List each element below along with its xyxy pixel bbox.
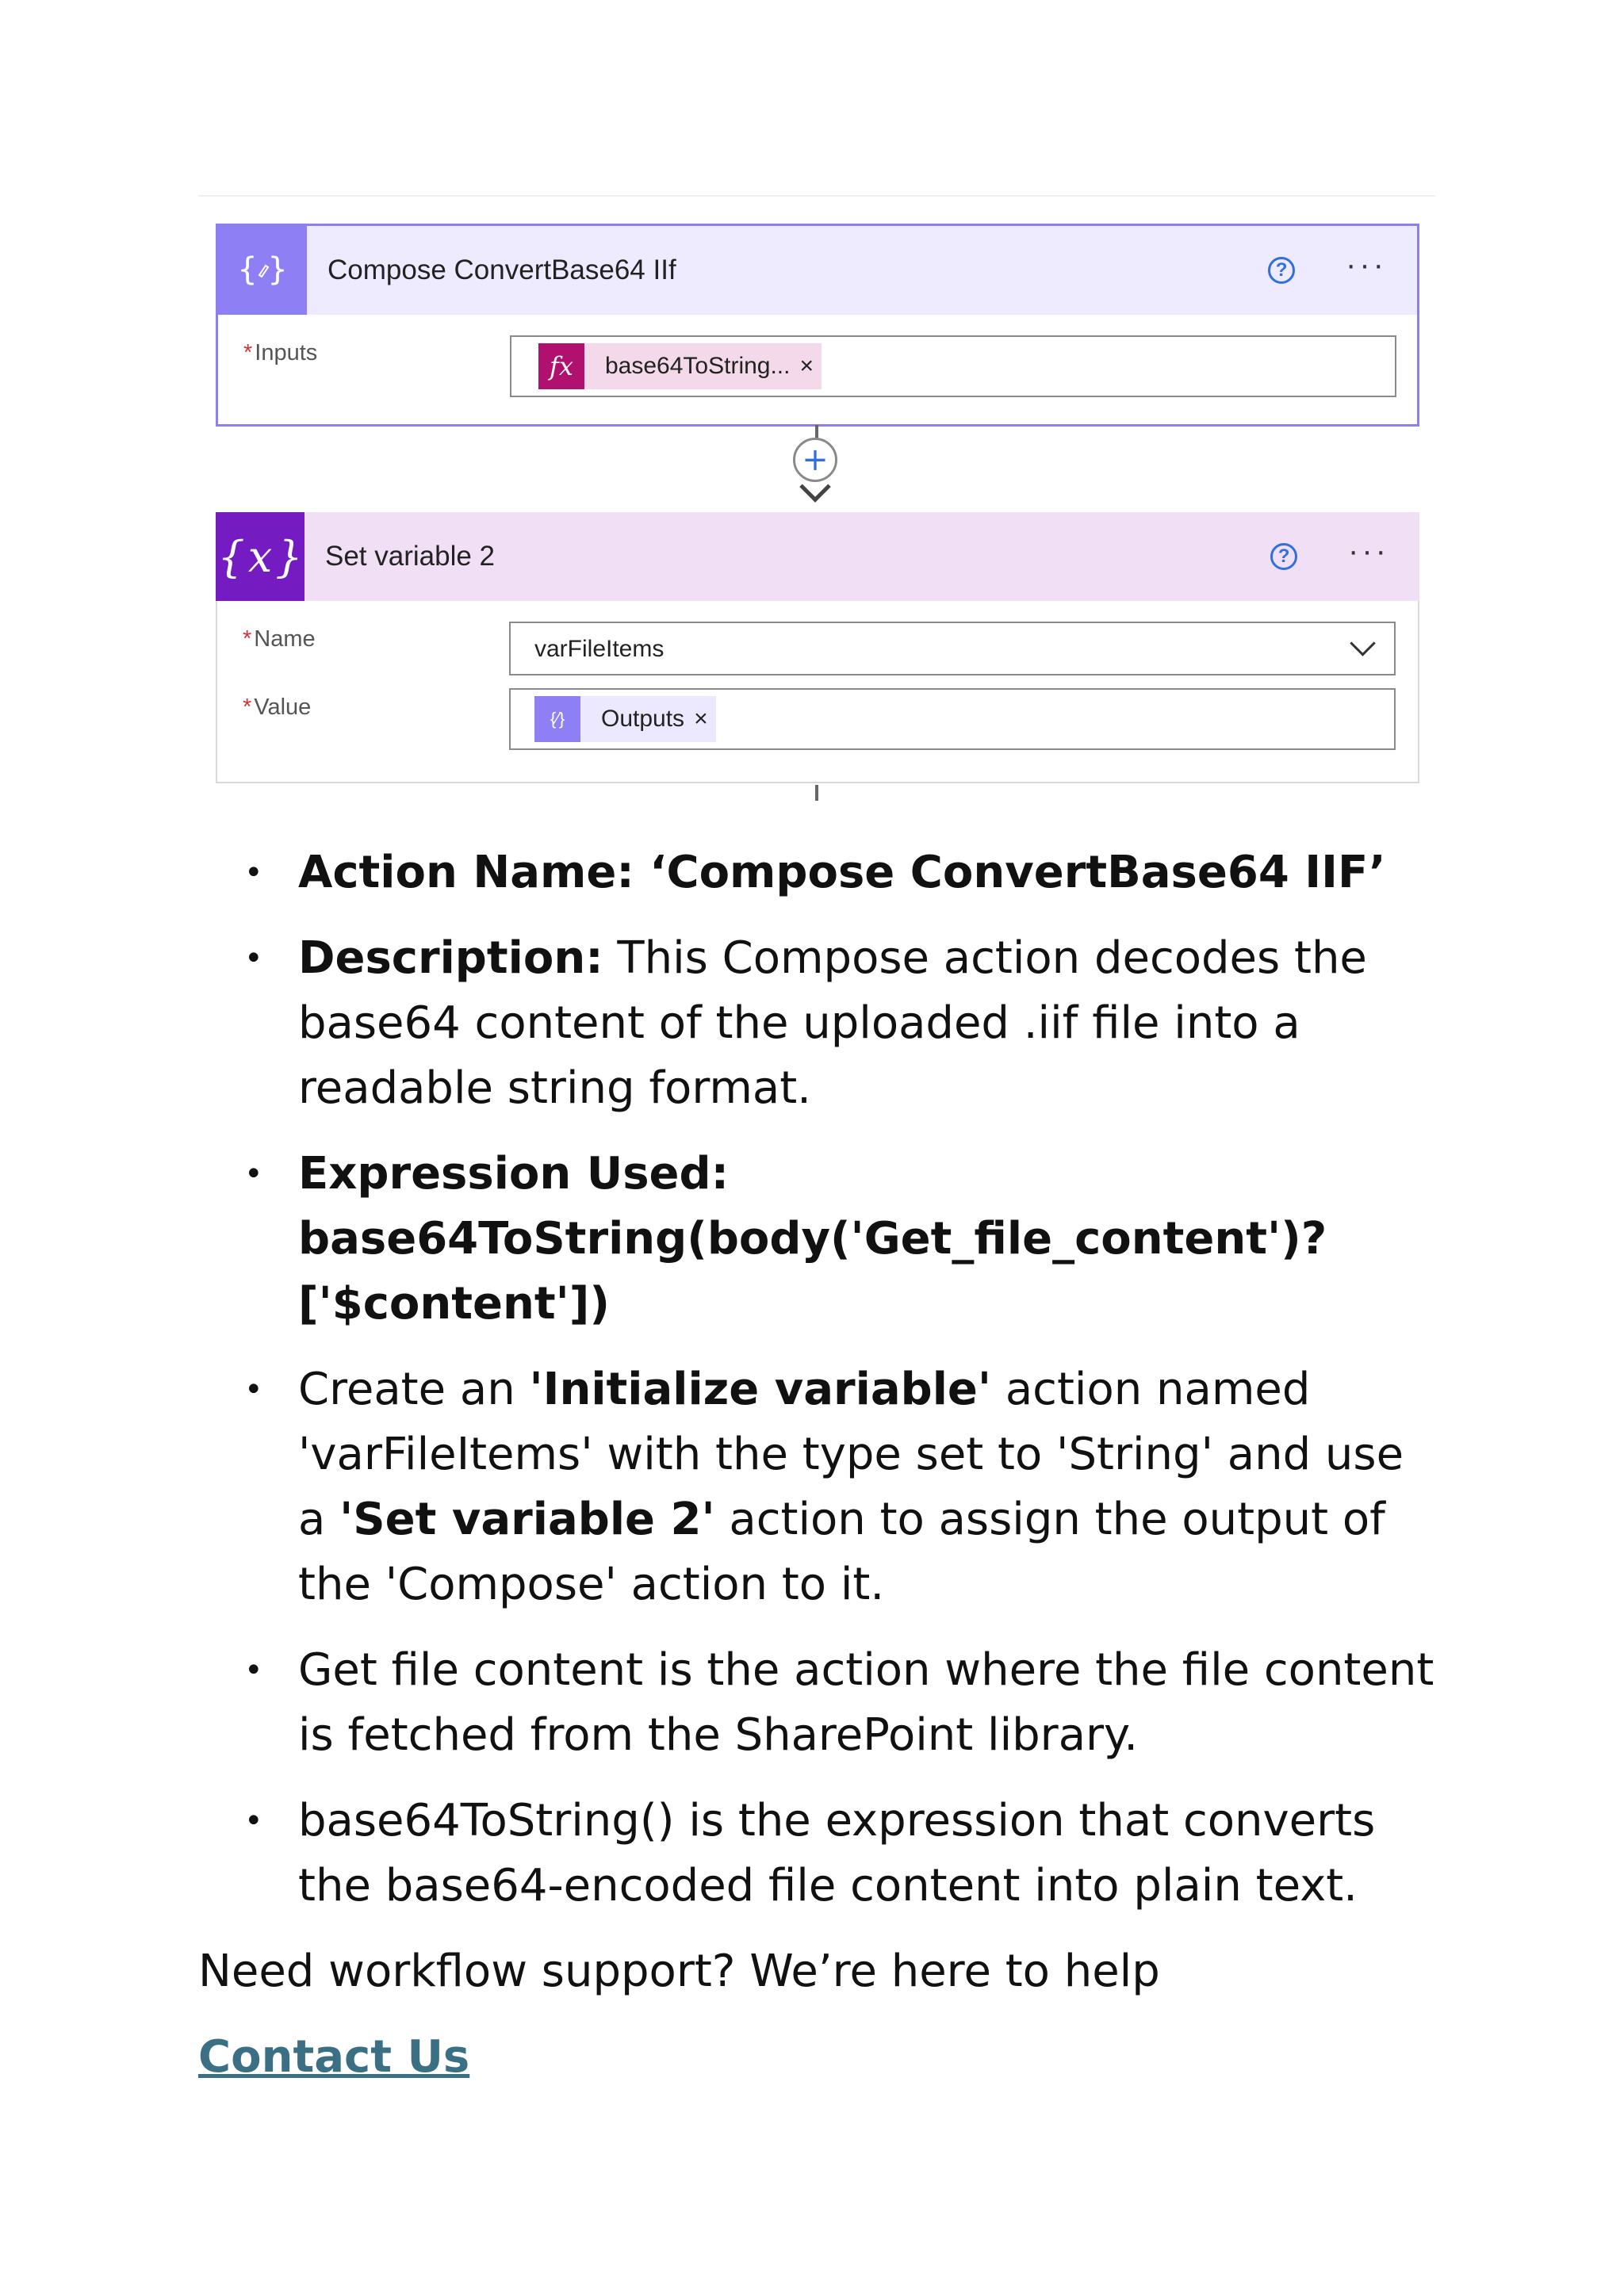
list-bold-text: 'Initialize variable'	[529, 1364, 992, 1415]
more-options-icon[interactable]: ···	[1348, 534, 1389, 568]
bullet-list	[198, 840, 1435, 1919]
list-text: action to assign the output of the 'Compose' action to it.	[298, 1494, 1385, 1610]
set-variable-card-title: Set variable 2	[325, 541, 496, 572]
expression-token-text: base64ToString...	[605, 353, 791, 379]
flow-screenshot	[198, 195, 1435, 807]
curly-braces-pencil-icon: {⁄}	[534, 696, 580, 742]
chevron-down-icon[interactable]	[1350, 630, 1376, 656]
expression-token[interactable]	[538, 343, 822, 389]
action-name-heading: Action Name: ‘Compose ConvertBase64 IIF’	[298, 847, 1386, 898]
variable-name-dropdown[interactable]	[509, 622, 1396, 675]
required-marker: *	[243, 695, 252, 720]
expression-label: Expression Used:	[298, 1148, 730, 1200]
set-variable-card[interactable]	[216, 512, 1419, 783]
expression-code: base64ToString(body('Get_file_content')?['$content'])	[298, 1213, 1327, 1330]
list-item	[198, 1638, 1435, 1768]
name-label	[243, 626, 316, 652]
add-step-button[interactable]: +	[793, 438, 837, 482]
inputs-field[interactable]	[510, 335, 1396, 397]
variable-x-icon: { x }	[216, 512, 304, 601]
description-label: Description:	[298, 932, 603, 984]
value-label	[243, 695, 311, 721]
list-item	[198, 1142, 1435, 1337]
fx-icon: fx	[538, 343, 584, 389]
required-marker: *	[243, 340, 253, 365]
list-text: base64ToString() is the expression that converts the base64-encoded file content into plain text.	[298, 1795, 1376, 1911]
list-text: Create an	[298, 1364, 530, 1415]
contact-us-link[interactable]: Contact Us	[198, 2031, 470, 2083]
more-options-icon[interactable]: ···	[1346, 247, 1387, 282]
name-label-text: Name	[254, 626, 316, 652]
help-icon[interactable]: ?	[1268, 257, 1295, 284]
set-variable-card-header[interactable]	[216, 512, 1419, 601]
variable-value-field[interactable]	[509, 688, 1396, 750]
description-text: This Compose action decodes the base64 content of the uploaded .iif file into a readable string format.	[298, 932, 1367, 1114]
remove-token-icon[interactable]: ×	[799, 353, 814, 379]
required-marker: *	[243, 626, 252, 652]
variable-name-value: varFileItems	[534, 636, 665, 662]
outputs-token[interactable]	[534, 696, 716, 742]
compose-card-title: Compose ConvertBase64 IIf	[327, 254, 676, 285]
article-content	[198, 840, 1435, 2090]
list-item	[198, 926, 1435, 1121]
inputs-label	[243, 340, 317, 366]
list-bold-text: 'Set variable 2'	[339, 1494, 715, 1545]
remove-token-icon[interactable]: ×	[694, 706, 708, 732]
list-item	[198, 1789, 1435, 1919]
list-text: action named 'varFileItems' with the type set to 'String' and use a	[298, 1364, 1404, 1545]
help-icon[interactable]: ?	[1270, 543, 1297, 570]
list-item	[198, 1357, 1435, 1617]
support-cta-text: Need workflow support? We’re here to help	[198, 1946, 1160, 1997]
inputs-label-text: Inputs	[255, 340, 318, 365]
value-label-text: Value	[254, 695, 312, 720]
list-text: Get file content is the action where the file content is fetched from the SharePoint library.	[298, 1644, 1434, 1761]
list-item	[198, 840, 1435, 905]
outputs-token-text: Outputs	[601, 706, 685, 732]
curly-braces-pencil-icon	[218, 226, 307, 315]
compose-card-header[interactable]	[218, 226, 1417, 315]
compose-action-card[interactable]	[216, 224, 1419, 427]
svg-text:{ }: { }	[237, 251, 288, 288]
connector-line-bottom	[815, 785, 818, 801]
